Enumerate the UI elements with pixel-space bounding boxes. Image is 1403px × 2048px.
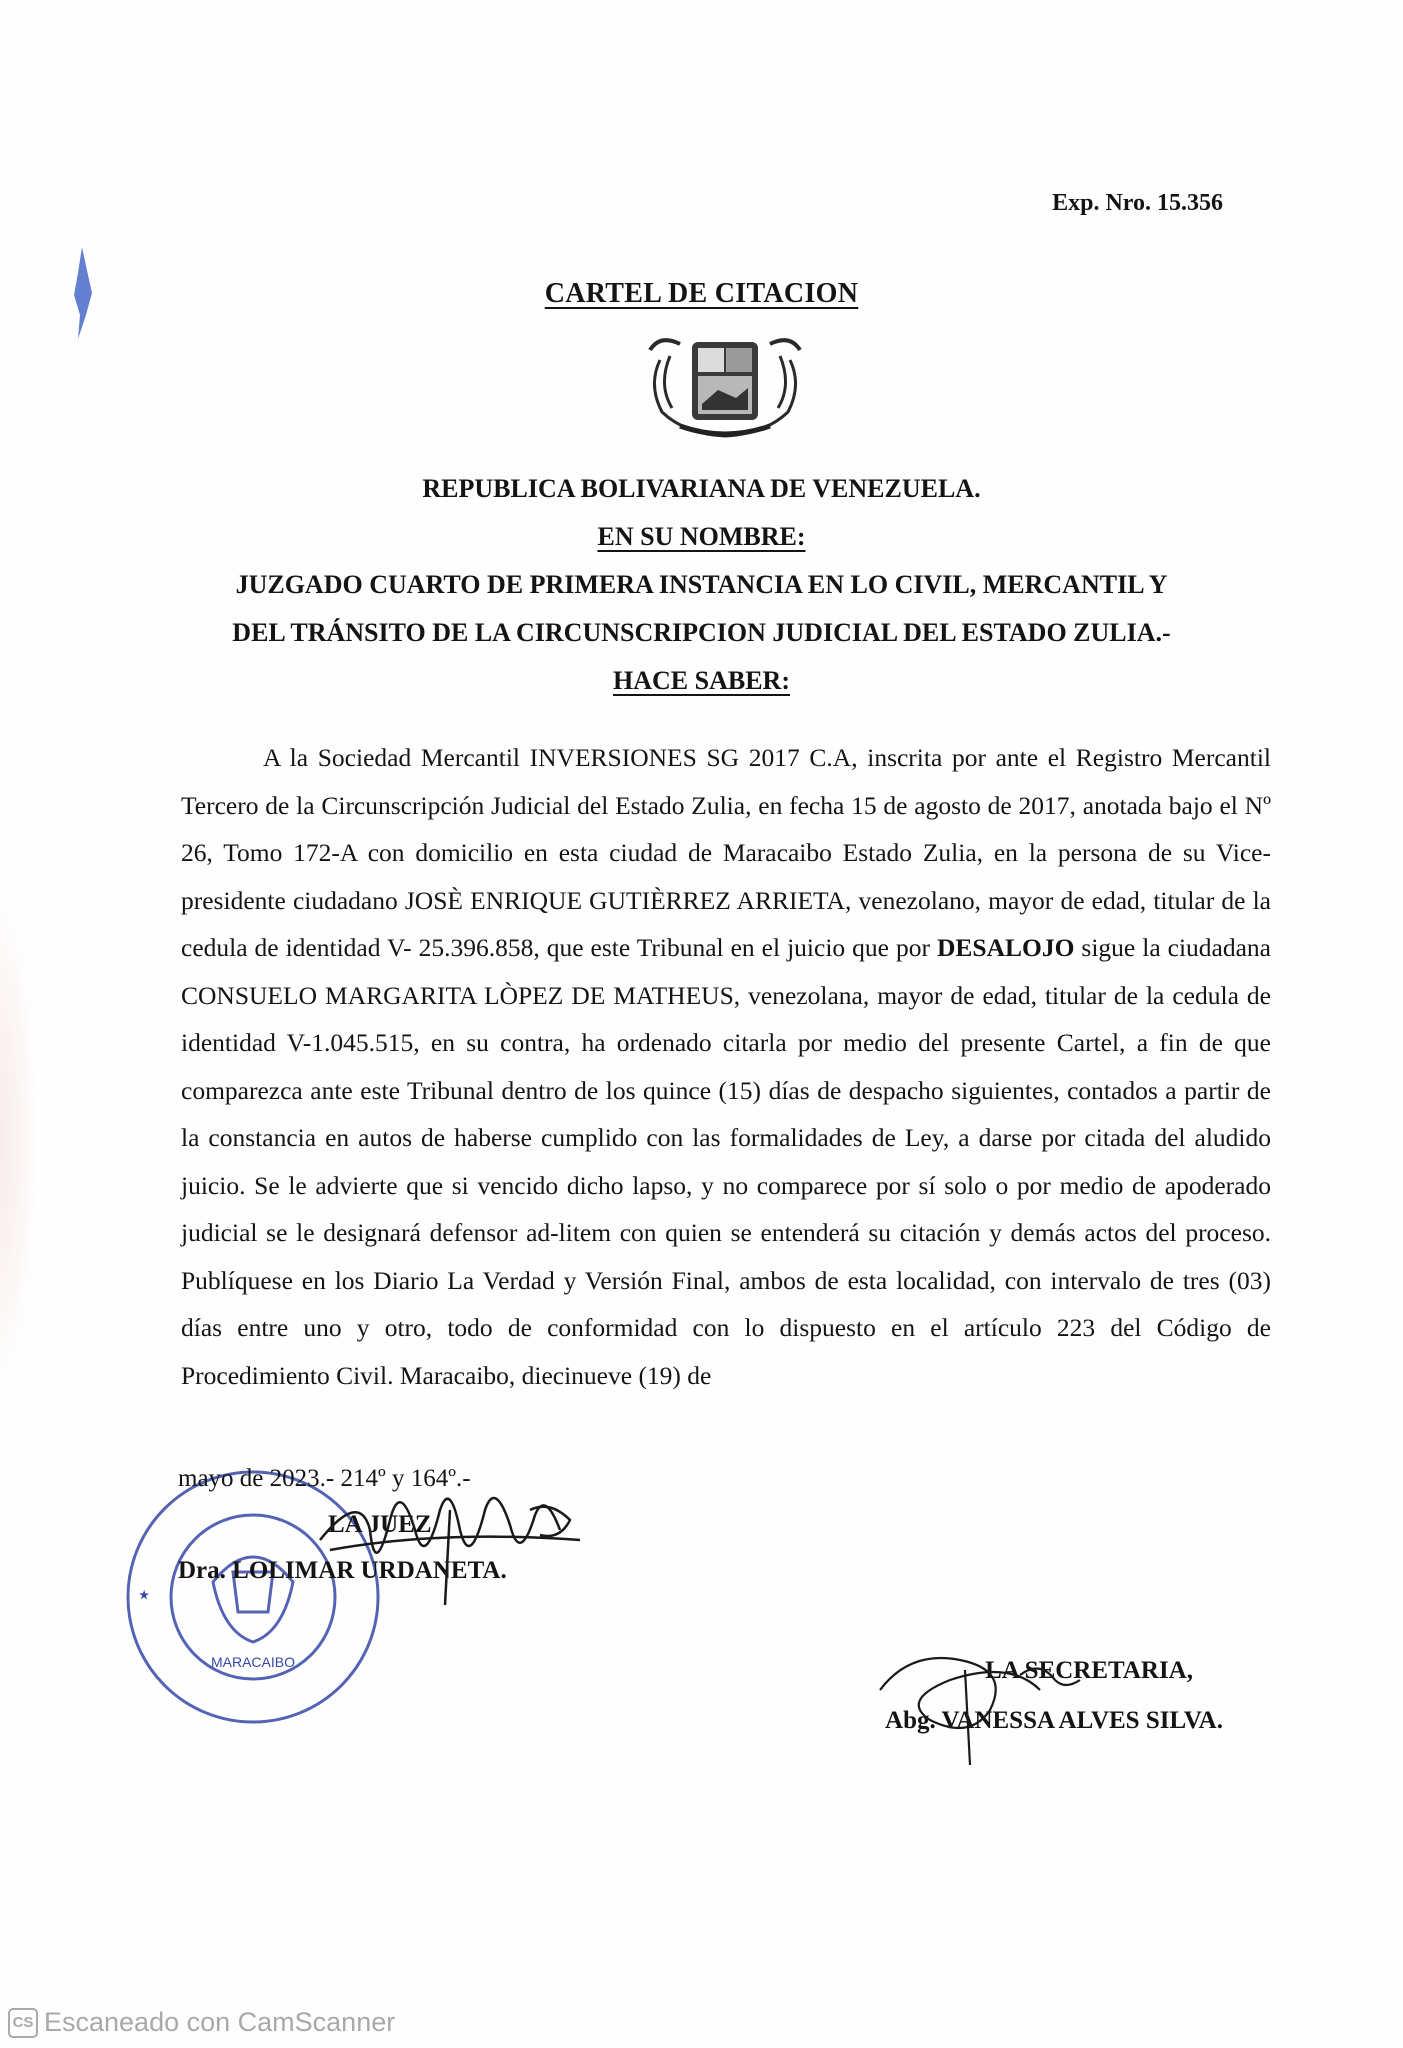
expediente-number: Exp. Nro. 15.356 [1052, 190, 1223, 216]
date-line: mayo de 2023.- 214º y 164º.- [178, 1465, 471, 1492]
stamp-city-text: MARACAIBO [210, 1654, 296, 1670]
judge-handwritten-signature [300, 1470, 590, 1610]
republic-heading: REPUBLICA BOLIVARIANA DE VENEZUELA. [422, 474, 981, 503]
body-text-part1: A la Sociedad Mercantil INVERSIONES SG 2017 C.A, inscrita por ante el Registro Mercantil Tercero de la Circunscripción Judicial del Estado Zulia, en fecha 15 de agosto de 2017, anotada bajo el Nº 26, Tomo 172-A con domicilio en esta ciudad de Maracaibo Estado Zulia, en la persona de su Vice-presidente ciudadano JOSÈ ENRIQUE GUTIÈRREZ ARRIETA, venezolano, mayor de edad, titular de la cedula de identidad V- 25.396.858, que este Tribunal en el juicio que por [181, 743, 1271, 962]
judge-name: Dra. LOLIMAR URDANETA. [178, 1557, 507, 1584]
court-heading-line1: JUZGADO CUARTO DE PRIMERA INSTANCIA EN LO CIVIL, MERCANTIL Y [235, 570, 1168, 599]
coat-of-arms-seal [640, 330, 810, 440]
camscanner-footer [8, 2007, 395, 2038]
hace-saber-heading: HACE SABER: [613, 666, 790, 695]
desalojo-term: DESALOJO [936, 933, 1075, 962]
secretary-name: Abg. VANESSA ALVES SILVA. [885, 1707, 1223, 1734]
camscanner-icon: CS [8, 2008, 38, 2038]
body-text-part2: sigue la ciudadana CONSUELO MARGARITA LÒPEZ DE MATHEUS, venezolana, mayor de edad, titular de la cedula de identidad V-1.045.515, en su contra, ha ordenado citarla por medio del presente Cartel, a fin de que comparezca ante este Tribunal dentro de los quince (15) días de despacho siguientes, contados a partir de la constancia en autos de haberse cumplido con las formalidades de Ley, a darse por citada del aludido juicio. Se le advierte que si vencido dicho lapso, y no comparece por sí solo o por medio de apoderado judicial se le designará defensor ad-litem con quien se entenderá su citación y demás actos del proceso. Publíquese en los Diario La Verdad y Versión Final, ambos de esta localidad, con intervalo de tres (03) días entre uno y otro, todo de conformidad con lo dispuesto en el artículo 223 del Código de Procedimiento Civil. Maracaibo, diecinueve (19) de [181, 933, 1271, 1390]
svg-text:★: ★ [134, 1586, 153, 1604]
citation-body [181, 734, 1271, 1399]
document-title: CARTEL DE CITACION [544, 278, 859, 309]
judge-title: LA JUEZ [328, 1511, 432, 1538]
en-su-nombre-heading: EN SU NOMBRE: [597, 522, 806, 551]
court-heading-line2: DEL TRÁNSITO DE LA CIRCUNSCRIPCION JUDICIAL DEL ESTADO ZULIA.- [232, 618, 1171, 647]
camscanner-label: Escaneado con CamScanner [44, 2007, 396, 2037]
scan-stain [0, 880, 40, 1400]
secretary-handwritten-signature [870, 1630, 1100, 1770]
secretary-title: LA SECRETARIA, [985, 1657, 1193, 1684]
citation-paragraph [181, 734, 1271, 1399]
